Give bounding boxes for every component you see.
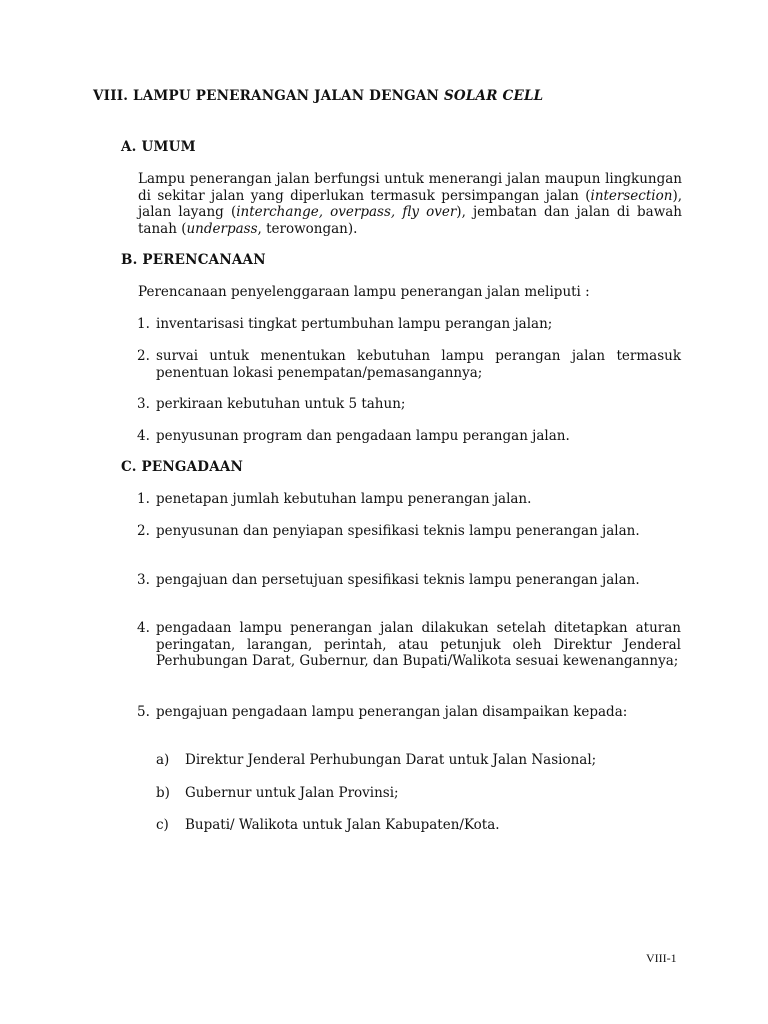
- paragraph-segment: ), jembatan dan jalan di bawah tanah (: [138, 204, 682, 237]
- sub-list-letter: b): [156, 785, 170, 801]
- list-item-number: 1.: [137, 491, 150, 507]
- list-item-text: penyusunan dan penyiapan spesifikasi teknis lampu penerangan jalan.: [156, 523, 640, 539]
- sub-list-text: Bupati/ Walikota untuk Jalan Kabupaten/Kota.: [185, 817, 500, 833]
- paragraph-segment: , terowongan).: [257, 220, 358, 237]
- list-item-number: 2.: [137, 348, 150, 364]
- title-prefix: VIII. LAMPU PENERANGAN JALAN DENGAN: [93, 88, 444, 104]
- section-c-heading: C. PENGADAAN: [121, 459, 244, 475]
- section-a-heading: A. UMUM: [121, 139, 196, 155]
- italic-term: interchange, overpass, fly over: [236, 204, 457, 220]
- section-a-paragraph: [138, 171, 682, 237]
- list-item-number: 2.: [137, 523, 150, 539]
- page-number: VIII-1: [646, 951, 677, 965]
- list-item-number: 4.: [137, 428, 150, 444]
- list-item-text: penetapan jumlah kebutuhan lampu penerangan jalan.: [156, 491, 532, 507]
- page-title: [93, 88, 543, 105]
- list-item-text: survai untuk menentukan kebutuhan lampu perangan jalan termasuk penentuan lokasi penempatan/pemasangannya;: [156, 348, 681, 381]
- sub-list-letter: c): [156, 817, 169, 833]
- section-b-intro: Perencanaan penyelenggaraan lampu penerangan jalan meliputi :: [138, 284, 590, 300]
- list-item-number: 3.: [137, 396, 150, 412]
- list-item-number: 4.: [137, 620, 150, 636]
- list-item-text: perkiraan kebutuhan untuk 5 tahun;: [156, 396, 406, 412]
- italic-term: underpass: [186, 220, 258, 237]
- sub-list-text: Direktur Jenderal Perhubungan Darat untuk Jalan Nasional;: [185, 752, 597, 768]
- section-b-heading: B. PERENCANAAN: [121, 252, 266, 268]
- list-item-text: inventarisasi tingkat pertumbuhan lampu perangan jalan;: [156, 316, 553, 332]
- paragraph-segment: ), jalan layang (: [138, 187, 682, 220]
- sub-list-text: Gubernur untuk Jalan Provinsi;: [185, 785, 399, 801]
- sub-list-letter: a): [156, 752, 170, 768]
- list-item-text: pengajuan dan persetujuan spesifikasi teknis lampu penerangan jalan.: [156, 572, 640, 588]
- list-item-number: 3.: [137, 572, 150, 588]
- list-item-number: 5.: [137, 704, 150, 720]
- title-italic: SOLAR CELL: [443, 88, 544, 104]
- list-item-text: penyusunan program dan pengadaan lampu perangan jalan.: [156, 428, 570, 444]
- list-item-text: pengajuan pengadaan lampu penerangan jalan disampaikan kepada:: [156, 704, 628, 720]
- italic-term: intersection: [590, 187, 673, 204]
- list-item-text: pengadaan lampu penerangan jalan dilakukan setelah ditetapkan aturan peringatan, larangan, perintah, atau petunjuk oleh Direktur Jenderal Perhubungan Darat, Gubernur, dan Bupati/Walikota sesuai kewenangannya;: [156, 620, 681, 669]
- list-item-number: 1.: [137, 316, 150, 332]
- paragraph-segment: Lampu penerangan jalan berfungsi untuk menerangi jalan maupun lingkungan di sekitar jalan yang diperlukan termasuk persimpangan jalan (: [138, 171, 682, 204]
